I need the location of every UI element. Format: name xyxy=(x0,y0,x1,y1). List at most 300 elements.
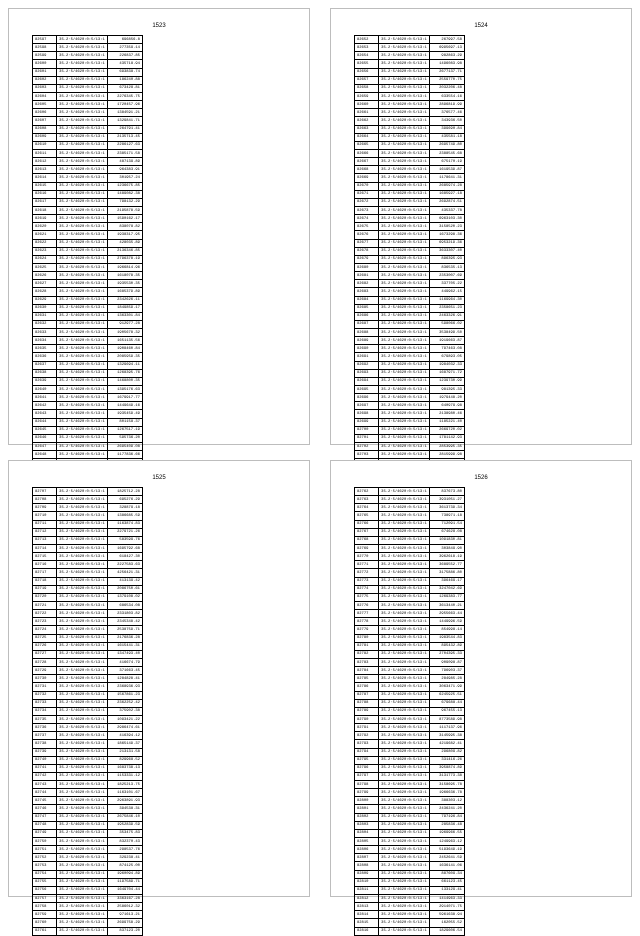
record-amount: 1935530.35 xyxy=(107,280,142,288)
table-row xyxy=(355,886,465,894)
record-code: 35.2·5/4620:0:5/13:1 xyxy=(379,561,430,569)
record-amount: 2685974.28 xyxy=(429,182,464,190)
record-amount: 3247042.69 xyxy=(429,585,464,593)
record-code: 35.2·5/4620:0:5/13:1 xyxy=(379,829,430,837)
record-code: 35.2·5/4620:0:5/13:1 xyxy=(57,377,108,385)
record-amount: 3931051.27 xyxy=(429,496,464,504)
record-id: 82648 xyxy=(33,451,57,459)
record-code: 35.2·5/4620:0:5/13:1 xyxy=(379,76,430,84)
record-code: 35.2·5/4620:0:5/13:1 xyxy=(57,320,108,328)
table-row xyxy=(355,658,465,666)
table-row xyxy=(355,443,465,451)
record-amount: 1163101.67 xyxy=(107,789,142,797)
table-row xyxy=(33,821,143,829)
record-amount: 909098.87 xyxy=(429,658,464,666)
table-row xyxy=(355,667,465,675)
record-amount: 738971.18 xyxy=(429,512,464,520)
record-amount: 1619539.87 xyxy=(429,166,464,174)
record-code: 35.2·5/4620:0:5/13:1 xyxy=(57,658,108,666)
record-code: 35.2·5/4620:0:5/13:1 xyxy=(379,740,430,748)
record-code: 35.2·5/4620:0:5/13:1 xyxy=(379,255,430,263)
table-row xyxy=(355,813,465,821)
record-amount: 798132.29 xyxy=(107,198,142,206)
record-id: 82608 xyxy=(33,125,57,133)
table-row xyxy=(33,789,143,797)
record-amount: 277359.14 xyxy=(107,44,142,52)
record-amount: 2955663.44 xyxy=(429,610,464,618)
record-id: 82793 xyxy=(355,740,379,748)
table-row xyxy=(33,92,143,100)
record-code: 35.2·5/4620:0:5/13:1 xyxy=(379,329,430,337)
record-id: 82630 xyxy=(33,304,57,312)
record-amount: 1615441.31 xyxy=(107,642,142,650)
record-amount: 1117137.96 xyxy=(429,724,464,732)
record-amount: 1829606.54 xyxy=(429,927,464,935)
record-id: 82730 xyxy=(33,675,57,683)
record-code: 35.2·5/4620:0:5/13:1 xyxy=(379,443,430,451)
table-row xyxy=(33,60,143,68)
record-id: 82809 xyxy=(355,870,379,878)
table-row xyxy=(355,133,465,141)
record-code: 35.2·5/4620:0:5/13:1 xyxy=(379,764,430,772)
record-amount: 1347493.40 xyxy=(107,650,142,658)
table-row xyxy=(355,821,465,829)
record-code: 35.2·5/4620:0:5/13:1 xyxy=(379,512,430,520)
table-row xyxy=(355,52,465,60)
record-amount: 2135713.45 xyxy=(107,133,142,141)
record-id: 82734 xyxy=(33,707,57,715)
record-amount: 162055.52 xyxy=(429,919,464,927)
record-amount: 3958874.89 xyxy=(429,764,464,772)
record-amount: 982863.29 xyxy=(429,52,464,60)
record-code: 35.2·5/4620:0:5/13:1 xyxy=(57,715,108,723)
table-row xyxy=(33,361,143,369)
record-code: 35.2·5/4620:0:5/13:1 xyxy=(379,272,430,280)
table-row xyxy=(355,601,465,609)
record-code: 35.2·5/4620:0:5/13:1 xyxy=(57,618,108,626)
record-id: 82755 xyxy=(33,878,57,886)
record-amount: 2963891.93 xyxy=(107,797,142,805)
table-row xyxy=(33,369,143,377)
table-row xyxy=(33,748,143,756)
table-row xyxy=(355,394,465,402)
record-code: 35.2·5/4620:0:5/13:1 xyxy=(379,288,430,296)
table-row xyxy=(355,44,465,52)
record-id: 82745 xyxy=(33,797,57,805)
table-row xyxy=(355,740,465,748)
record-id: 82797 xyxy=(355,772,379,780)
record-code: 35.2·5/4620:0:5/13:1 xyxy=(57,149,108,157)
record-amount: 912977.28 xyxy=(107,320,142,328)
record-amount: 1153331.12 xyxy=(107,772,142,780)
record-code: 35.2·5/4620:0:5/13:1 xyxy=(379,410,430,418)
record-amount: 449962.15 xyxy=(429,288,464,296)
record-amount: 837123.20 xyxy=(107,927,142,935)
page-number: 1525 xyxy=(152,475,166,481)
record-amount: 3538499.50 xyxy=(429,329,464,337)
table-row xyxy=(33,724,143,732)
record-code: 35.2·5/4620:0:5/13:1 xyxy=(379,903,430,911)
record-amount: 1908460.84 xyxy=(107,345,142,353)
record-amount: 226837.85 xyxy=(107,52,142,60)
table-row xyxy=(355,496,465,504)
record-amount: 583599.76 xyxy=(107,536,142,544)
record-id: 82800 xyxy=(355,797,379,805)
table-row xyxy=(355,797,465,805)
table-row xyxy=(33,488,143,496)
record-id: 82794 xyxy=(355,748,379,756)
record-id: 82646 xyxy=(33,434,57,442)
record-code: 35.2·5/4620:0:5/13:1 xyxy=(57,797,108,805)
record-amount: 1938317.95 xyxy=(107,231,142,239)
table-row xyxy=(355,451,465,459)
record-amount: 3633307.40 xyxy=(429,247,464,255)
table-row xyxy=(355,911,465,919)
record-id: 82749 xyxy=(33,829,57,837)
table-row xyxy=(355,255,465,263)
record-id: 82715 xyxy=(33,553,57,561)
table-row xyxy=(33,166,143,174)
record-amount: 595736.20 xyxy=(107,434,142,442)
record-code: 35.2·5/4620:0:5/13:1 xyxy=(57,781,108,789)
record-code: 35.2·5/4620:0:5/13:1 xyxy=(57,724,108,732)
table-row xyxy=(33,813,143,821)
table-row xyxy=(33,667,143,675)
record-amount: 693838.74 xyxy=(107,68,142,76)
table-row xyxy=(355,231,465,239)
record-id: 82764 xyxy=(355,504,379,512)
record-code: 35.2·5/4620:0:5/13:1 xyxy=(57,610,108,618)
record-amount: 1449996.59 xyxy=(429,618,464,626)
record-id: 82786 xyxy=(355,683,379,691)
record-id: 82770 xyxy=(355,553,379,561)
table-row xyxy=(33,198,143,206)
record-code: 35.2·5/4620:0:5/13:1 xyxy=(57,740,108,748)
table-row xyxy=(355,92,465,100)
table-row xyxy=(33,675,143,683)
record-amount: 895432.89 xyxy=(429,642,464,650)
record-amount: 1363301.84 xyxy=(107,312,142,320)
record-id: 82768 xyxy=(355,536,379,544)
table-row xyxy=(355,895,465,903)
record-code: 35.2·5/4620:0:5/13:1 xyxy=(379,36,430,44)
record-amount: 1093421.22 xyxy=(107,715,142,723)
table-row xyxy=(355,125,465,133)
record-id: 82784 xyxy=(355,667,379,675)
record-code: 35.2·5/4620:0:5/13:1 xyxy=(57,52,108,60)
table-row xyxy=(355,320,465,328)
ledger-table xyxy=(32,487,143,936)
record-amount: 267997.58 xyxy=(429,36,464,44)
record-code: 35.2·5/4620:0:5/13:1 xyxy=(57,288,108,296)
record-id: 82681 xyxy=(355,272,379,280)
record-id: 82813 xyxy=(355,903,379,911)
record-id: 82803 xyxy=(355,821,379,829)
record-code: 35.2·5/4620:0:5/13:1 xyxy=(57,386,108,394)
record-code: 35.2·5/4620:0:5/13:1 xyxy=(379,304,430,312)
record-code: 35.2·5/4620:0:5/13:1 xyxy=(57,911,108,919)
record-amount: 2452641.59 xyxy=(429,854,464,862)
table-row xyxy=(33,68,143,76)
table-row xyxy=(355,36,465,44)
record-code: 35.2·5/4620:0:5/13:1 xyxy=(379,781,430,789)
table-row xyxy=(355,919,465,927)
record-code: 35.2·5/4620:0:5/13:1 xyxy=(379,886,430,894)
record-code: 35.2·5/4620:0:5/13:1 xyxy=(57,402,108,410)
table-row xyxy=(355,182,465,190)
record-amount: 2345348.42 xyxy=(107,618,142,626)
record-amount: 2586012.32 xyxy=(107,903,142,911)
record-code: 35.2·5/4620:0:5/13:1 xyxy=(379,821,430,829)
record-code: 35.2·5/4620:0:5/13:1 xyxy=(57,895,108,903)
record-code: 35.2·5/4620:0:5/13:1 xyxy=(57,927,108,935)
table-row xyxy=(33,756,143,764)
record-id: 82802 xyxy=(355,813,379,821)
record-code: 35.2·5/4620:0:5/13:1 xyxy=(379,895,430,903)
record-code: 35.2·5/4620:0:5/13:1 xyxy=(379,166,430,174)
record-id: 82717 xyxy=(33,569,57,577)
record-id: 82678 xyxy=(355,247,379,255)
record-code: 35.2·5/4620:0:5/13:1 xyxy=(57,223,108,231)
record-amount: 1384591.21 xyxy=(107,109,142,117)
record-amount: 435718.94 xyxy=(107,60,142,68)
record-code: 35.2·5/4620:0:5/13:1 xyxy=(379,353,430,361)
record-code: 35.2·5/4620:0:5/13:1 xyxy=(379,854,430,862)
record-amount: 3613739.34 xyxy=(429,504,464,512)
record-amount: 2388545.68 xyxy=(429,149,464,157)
record-amount: 375902.38 xyxy=(107,707,142,715)
record-id: 82771 xyxy=(355,561,379,569)
table-row xyxy=(33,149,143,157)
record-code: 35.2·5/4620:0:5/13:1 xyxy=(57,410,108,418)
record-amount: 1329841.71 xyxy=(107,117,142,125)
record-code: 35.2·5/4620:0:5/13:1 xyxy=(379,878,430,886)
record-code: 35.2·5/4620:0:5/13:1 xyxy=(379,68,430,76)
record-code: 35.2·5/4620:0:5/13:1 xyxy=(379,60,430,68)
record-amount: 1966814.96 xyxy=(107,263,142,271)
record-id: 82628 xyxy=(33,288,57,296)
record-code: 35.2·5/4620:0:5/13:1 xyxy=(379,772,430,780)
record-id: 82759 xyxy=(33,911,57,919)
record-amount: 640979.98 xyxy=(429,402,464,410)
record-id: 82716 xyxy=(33,561,57,569)
record-id: 82697 xyxy=(355,402,379,410)
table-row xyxy=(355,117,465,125)
table-row xyxy=(355,846,465,854)
table-row xyxy=(355,626,465,634)
record-code: 35.2·5/4620:0:5/13:1 xyxy=(57,577,108,585)
record-code: 35.2·5/4620:0:5/13:1 xyxy=(57,862,108,870)
table-row xyxy=(33,886,143,894)
record-id: 82676 xyxy=(355,231,379,239)
table-row xyxy=(33,231,143,239)
record-code: 35.2·5/4620:0:5/13:1 xyxy=(379,361,430,369)
record-id: 82777 xyxy=(355,610,379,618)
record-code: 35.2·5/4620:0:5/13:1 xyxy=(379,231,430,239)
table-row xyxy=(33,903,143,911)
ledger-table xyxy=(354,35,465,484)
record-id: 82780 xyxy=(355,634,379,642)
record-amount: 1618078.35 xyxy=(107,272,142,280)
ledger-page xyxy=(8,8,310,457)
record-id: 82714 xyxy=(33,544,57,552)
record-id: 82743 xyxy=(33,781,57,789)
record-amount: 337705.22 xyxy=(429,280,464,288)
record-amount: 5961638.94 xyxy=(429,911,464,919)
record-amount: 3363167.28 xyxy=(107,895,142,903)
record-code: 35.2·5/4620:0:5/13:1 xyxy=(57,190,108,198)
record-code: 35.2·5/4620:0:5/13:1 xyxy=(379,536,430,544)
record-id: 82787 xyxy=(355,691,379,699)
record-amount: 1091830.81 xyxy=(429,536,464,544)
record-amount: 2138980.46 xyxy=(429,410,464,418)
record-id: 82757 xyxy=(33,895,57,903)
table-row xyxy=(33,626,143,634)
record-amount: 1952839.59 xyxy=(107,821,142,829)
record-amount: 264791.41 xyxy=(107,125,142,133)
table-row xyxy=(355,732,465,740)
record-id: 82746 xyxy=(33,805,57,813)
record-id: 82808 xyxy=(355,862,379,870)
record-code: 35.2·5/4620:0:5/13:1 xyxy=(57,870,108,878)
record-id: 82736 xyxy=(33,724,57,732)
record-code: 35.2·5/4620:0:5/13:1 xyxy=(57,544,108,552)
record-code: 35.2·5/4620:0:5/13:1 xyxy=(379,418,430,426)
record-code: 35.2·5/4620:0:5/13:1 xyxy=(379,394,430,402)
record-id: 82740 xyxy=(33,756,57,764)
record-id: 82683 xyxy=(355,288,379,296)
record-code: 35.2·5/4620:0:5/13:1 xyxy=(57,593,108,601)
table-row xyxy=(355,520,465,528)
record-code: 35.2·5/4620:0:5/13:1 xyxy=(57,84,108,92)
ledger-table xyxy=(32,35,143,484)
record-code: 35.2·5/4620:0:5/13:1 xyxy=(57,642,108,650)
record-id: 82721 xyxy=(33,601,57,609)
record-amount: 371663.45 xyxy=(107,667,142,675)
record-code: 35.2·5/4620:0:5/13:1 xyxy=(57,215,108,223)
table-row xyxy=(33,280,143,288)
record-id: 82707 xyxy=(33,488,57,496)
table-row xyxy=(33,101,143,109)
record-id: 82799 xyxy=(355,789,379,797)
record-code: 35.2·5/4620:0:5/13:1 xyxy=(57,512,108,520)
record-amount: 967455.13 xyxy=(429,707,464,715)
table-row xyxy=(355,748,465,756)
table-row xyxy=(33,239,143,247)
record-amount: 301957.24 xyxy=(107,174,142,182)
table-row xyxy=(33,658,143,666)
table-row xyxy=(355,585,465,593)
table-row xyxy=(33,223,143,231)
record-amount: 2695409.08 xyxy=(107,443,142,451)
record-id: 82603 xyxy=(33,84,57,92)
record-code: 35.2·5/4620:0:5/13:1 xyxy=(57,174,108,182)
record-amount: 2286127.63 xyxy=(107,141,142,149)
table-row xyxy=(355,805,465,813)
table-row xyxy=(355,434,465,442)
record-code: 35.2·5/4620:0:5/13:1 xyxy=(379,223,430,231)
record-id: 82673 xyxy=(355,206,379,214)
record-amount: 1468800.35 xyxy=(107,377,142,385)
record-id: 82698 xyxy=(355,410,379,418)
record-amount: 435581.18 xyxy=(429,133,464,141)
record-amount: 2796378.19 xyxy=(107,255,142,263)
record-code: 35.2·5/4620:0:5/13:1 xyxy=(379,520,430,528)
table-row xyxy=(355,345,465,353)
table-row xyxy=(355,854,465,862)
record-code: 35.2·5/4620:0:5/13:1 xyxy=(379,345,430,353)
table-row xyxy=(33,304,143,312)
record-id: 82669 xyxy=(355,174,379,182)
record-amount: 796903.37 xyxy=(429,667,464,675)
record-id: 82611 xyxy=(33,149,57,157)
record-code: 35.2·5/4620:0:5/13:1 xyxy=(57,878,108,886)
record-amount: 2695749.80 xyxy=(429,141,464,149)
record-id: 82618 xyxy=(33,206,57,214)
record-id: 82713 xyxy=(33,536,57,544)
record-code: 35.2·5/4620:0:5/13:1 xyxy=(379,296,430,304)
record-id: 82702 xyxy=(355,443,379,451)
record-id: 82663 xyxy=(355,125,379,133)
table-row xyxy=(33,732,143,740)
record-id: 82773 xyxy=(355,577,379,585)
record-amount: 679893.05 xyxy=(429,353,464,361)
table-row xyxy=(355,247,465,255)
record-code: 35.2·5/4620:0:5/13:1 xyxy=(57,561,108,569)
record-code: 35.2·5/4620:0:5/13:1 xyxy=(379,101,430,109)
record-code: 35.2·5/4620:0:5/13:1 xyxy=(57,585,108,593)
record-code: 35.2·5/4620:0:5/13:1 xyxy=(57,426,108,434)
record-id: 82635 xyxy=(33,345,57,353)
record-id: 82699 xyxy=(355,418,379,426)
record-id: 82700 xyxy=(355,426,379,434)
record-id: 82599 xyxy=(33,52,57,60)
record-code: 35.2·5/4620:0:5/13:1 xyxy=(379,544,430,552)
table-row xyxy=(355,610,465,618)
record-code: 35.2·5/4620:0:5/13:1 xyxy=(379,369,430,377)
table-row xyxy=(33,109,143,117)
record-id: 82788 xyxy=(355,699,379,707)
record-id: 82779 xyxy=(355,626,379,634)
record-code: 35.2·5/4620:0:5/13:1 xyxy=(57,337,108,345)
record-code: 35.2·5/4620:0:5/13:1 xyxy=(57,44,108,52)
record-code: 35.2·5/4620:0:5/13:1 xyxy=(379,109,430,117)
table-row xyxy=(33,84,143,92)
record-amount: 674628.08 xyxy=(429,528,464,536)
record-code: 35.2·5/4620:0:5/13:1 xyxy=(57,789,108,797)
ledger-page xyxy=(8,460,310,934)
record-amount: 4219682.41 xyxy=(429,740,464,748)
record-amount: 6245925.51 xyxy=(429,691,464,699)
record-code: 35.2·5/4620:0:5/13:1 xyxy=(57,650,108,658)
table-row xyxy=(355,377,465,385)
record-amount: 1649704.44 xyxy=(107,886,142,894)
record-code: 35.2·5/4620:0:5/13:1 xyxy=(57,846,108,854)
record-code: 35.2·5/4620:0:5/13:1 xyxy=(57,919,108,927)
record-id: 82641 xyxy=(33,394,57,402)
table-row xyxy=(33,569,143,577)
record-id: 82701 xyxy=(355,434,379,442)
record-amount: 1685379.89 xyxy=(107,288,142,296)
record-amount: 1865149.37 xyxy=(107,740,142,748)
record-id: 82604 xyxy=(33,92,57,100)
table-row xyxy=(355,756,465,764)
table-row xyxy=(33,610,143,618)
table-row xyxy=(33,443,143,451)
record-code: 35.2·5/4620:0:5/13:1 xyxy=(379,911,430,919)
record-amount: 413139.42 xyxy=(107,577,142,585)
record-code: 35.2·5/4620:0:5/13:1 xyxy=(379,715,430,723)
